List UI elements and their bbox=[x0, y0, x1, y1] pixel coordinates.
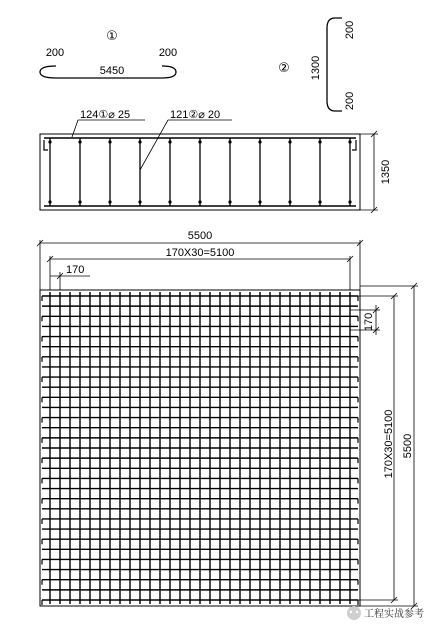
section-height-dimension bbox=[360, 131, 378, 213]
section-callout-leaders bbox=[72, 120, 232, 170]
section-bar-dot bbox=[168, 140, 171, 143]
section-bar-dot bbox=[258, 200, 261, 203]
section-bar-dot bbox=[108, 200, 111, 203]
section-callout-2: 121②⌀ 20 bbox=[170, 109, 221, 121]
plan-grid-height-label: 170X30=5100 bbox=[383, 409, 395, 479]
section-bar-dot bbox=[108, 140, 111, 143]
section-bar-dot bbox=[228, 140, 231, 143]
section-bar-dot bbox=[48, 140, 51, 143]
plan-view bbox=[37, 230, 418, 609]
section-bar-dot bbox=[168, 200, 171, 203]
section-bar-dot bbox=[138, 200, 141, 203]
section-end-hook bbox=[352, 140, 356, 150]
bar-2-leg-bottom-label: 200 bbox=[344, 91, 356, 111]
section-bar-dot bbox=[78, 200, 81, 203]
bar-2-shape bbox=[327, 18, 342, 111]
wechat-icon bbox=[347, 606, 361, 620]
bar-2-leg-top-label: 200 bbox=[344, 20, 356, 40]
section-bar-dot bbox=[288, 200, 291, 203]
plan-spacing-y-label: 170 bbox=[363, 312, 375, 332]
bar-1-hook-right-label: 200 bbox=[158, 47, 178, 59]
bar-1-hook-left-label: 200 bbox=[45, 47, 65, 59]
section-view bbox=[40, 109, 392, 213]
plan-overall-height-label: 5500 bbox=[402, 433, 414, 459]
section-bar-dot bbox=[348, 200, 351, 203]
section-bars bbox=[44, 138, 356, 206]
section-bar-dot bbox=[228, 200, 231, 203]
section-bar-dot bbox=[348, 140, 351, 143]
section-bar-dot bbox=[258, 140, 261, 143]
section-bar-dot bbox=[78, 140, 81, 143]
bar-2-length-label: 1300 bbox=[310, 55, 322, 81]
section-bar-dot bbox=[198, 140, 201, 143]
bar-1-length-label: 5450 bbox=[99, 65, 125, 77]
watermark-text: 工程实战参考 bbox=[364, 609, 424, 620]
section-bar-dot bbox=[198, 200, 201, 203]
section-callout-1: 124①⌀ 25 bbox=[80, 109, 131, 121]
bar-1-marker: ① bbox=[106, 29, 118, 44]
section-end-hook bbox=[44, 140, 48, 150]
bar-2-marker: ② bbox=[278, 61, 290, 76]
section-bar-dot bbox=[318, 200, 321, 203]
watermark bbox=[347, 606, 424, 620]
plan-grid bbox=[42, 292, 358, 605]
section-bar-dot bbox=[318, 140, 321, 143]
plan-overall-width-label: 5500 bbox=[187, 230, 213, 242]
section-bar-dot bbox=[288, 140, 291, 143]
section-height-label: 1350 bbox=[380, 159, 392, 185]
plan-grid-width-dimension bbox=[47, 256, 353, 290]
plan-spacing-x-label: 170 bbox=[66, 264, 85, 276]
section-bar-dot bbox=[138, 140, 141, 143]
plan-grid-width-label: 170X30=5100 bbox=[165, 247, 235, 259]
section-bar-dot bbox=[48, 200, 51, 203]
